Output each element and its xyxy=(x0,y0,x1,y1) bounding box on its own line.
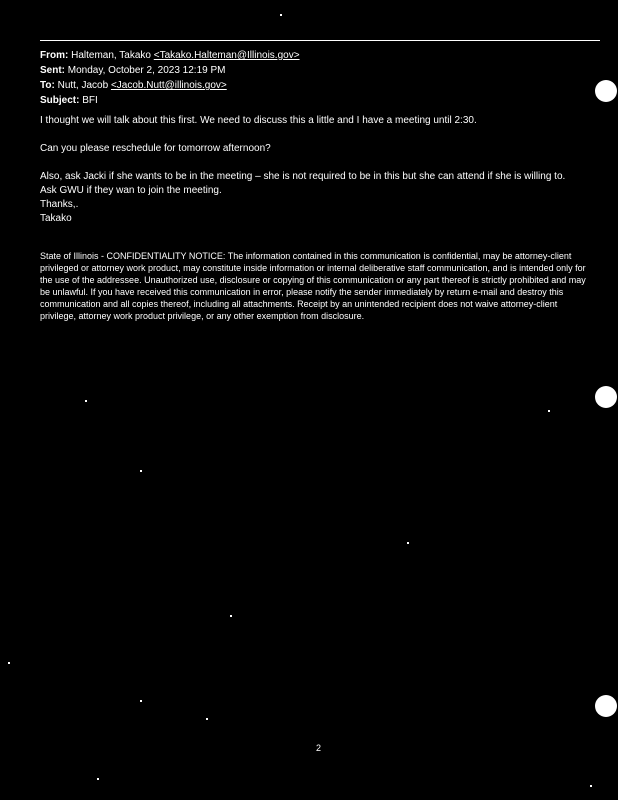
from-label: From: xyxy=(40,50,69,61)
header-divider xyxy=(40,40,600,41)
scan-speck xyxy=(85,400,87,402)
email-body xyxy=(40,114,600,226)
from-name: Halteman, Takako xyxy=(71,50,154,61)
to-name: Nutt, Jacob xyxy=(57,80,111,91)
to-email-link[interactable]: <Jacob.Nutt@illinois.gov> xyxy=(110,80,227,91)
punch-hole-middle xyxy=(595,386,617,408)
scan-speck xyxy=(548,410,550,412)
subject-value: BFI xyxy=(82,95,98,106)
to-label: To: xyxy=(40,80,55,91)
sent-value: Monday, October 2, 2023 12:19 PM xyxy=(67,65,226,76)
email-header xyxy=(40,48,580,108)
scan-speck xyxy=(590,785,592,787)
from-line xyxy=(40,48,580,63)
signature: Takako xyxy=(40,213,72,224)
body-paragraph-2: Can you please reschedule for tomorrow afternoon? xyxy=(40,143,271,154)
body-paragraph-1: I thought we will talk about this first. We need to discuss this a little and I have a meeting until 2:30. xyxy=(40,115,477,126)
punch-hole-top xyxy=(595,80,617,102)
sent-label: Sent: xyxy=(40,65,65,76)
scan-speck xyxy=(280,14,282,16)
scan-speck xyxy=(140,700,142,702)
scan-speck xyxy=(97,778,99,780)
to-line xyxy=(40,78,580,93)
signoff-thanks: Thanks,. xyxy=(40,199,79,210)
body-paragraph-3-line-1: Also, ask Jacki if she wants to be in the meeting – she is not required to be in this but she can attend if she is willing to. xyxy=(40,171,566,182)
scan-speck xyxy=(407,542,409,544)
confidentiality-notice: State of Illinois - CONFIDENTIALITY NOTICE: The information contained in this communication is confidential, may be attorney-client privileged or attorney work product, may constitute inside information or internal deliberative staff communication, and is intended only for the use of the addressee. Unauthorized use, disclosure or copying of this communication or any part thereof is strictly prohibited and may be unlawful. If you have received this communication in error, please notify the sender immediately by return e-mail and destroy this communication and all copies thereof, including all attachments. Receipt by an unintended recipient does not waive attorney-client privilege, attorney work product privilege, or any other exemption from disclosure. xyxy=(40,251,586,321)
punch-hole-bottom xyxy=(595,695,617,717)
subject-line xyxy=(40,93,580,108)
scan-speck xyxy=(140,470,142,472)
subject-label: Subject: xyxy=(40,95,80,106)
scan-speck xyxy=(8,662,10,664)
scan-speck xyxy=(206,718,208,720)
page-number: 2 xyxy=(316,743,322,753)
body-paragraph-3-line-2: Ask GWU if they wan to join the meeting. xyxy=(40,185,222,196)
sent-line xyxy=(40,63,580,78)
scan-speck xyxy=(230,615,232,617)
from-email-link[interactable]: <Takako.Halteman@Illinois.gov> xyxy=(153,50,300,61)
